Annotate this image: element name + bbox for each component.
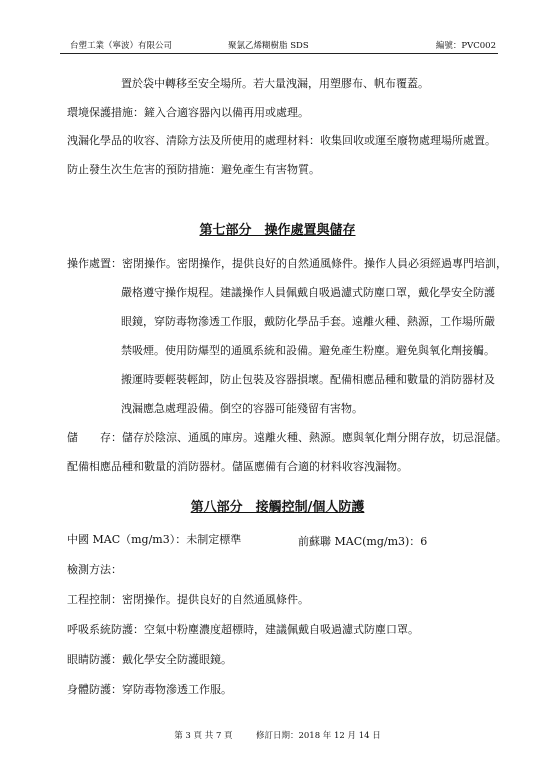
storage-line-1: 儲 存：儲存於陰涼、通風的庫房。遠離火種、熱源。應與氧化劑分開存放，切忌混儲。 [67, 431, 507, 444]
storage-line-2: 配備相應品種和數量的消防器材。儲區應備有合適的材料收容洩漏物。 [67, 460, 408, 473]
page-count: 第 3 頁 共 7 頁 [174, 731, 233, 741]
engineering-control: 工程控制：密閉操作。提供良好的自然通風條件。 [67, 593, 309, 606]
revision-date: 修訂日期：2018 年 12 月 14 日 [255, 731, 381, 741]
detection-method: 檢測方法： [67, 563, 122, 576]
secondary-hazard-prevention: 防止發生次生危害的預防措施：避免產生有害物質。 [67, 163, 320, 176]
body-protection: 身體防護：穿防毒物滲透工作服。 [67, 683, 232, 696]
spill-cover-text: 置於袋中轉移至安全場所。若大量洩漏，用塑膠布、帆布覆蓋。 [121, 77, 429, 90]
operation-line-5: 搬運時要輕裝輕卸，防止包裝及容器損壞。配備相應品種和數量的消防器材及 [121, 373, 495, 386]
mac-china: 中國 MAC（mg/m3）：未制定標準 [67, 533, 242, 546]
eye-protection: 眼睛防護：戴化學安全防護眼鏡。 [67, 653, 232, 666]
section8-title: 第八部分 接觸控制/個人防護 [190, 500, 365, 515]
operation-line-6: 洩漏應急處理設備。倒空的容器可能殘留有害物。 [121, 402, 363, 415]
respiratory-protection: 呼吸系統防護：空氣中粉塵濃度超標時，建議佩戴自吸過濾式防塵口罩。 [67, 623, 419, 636]
page-header [60, 37, 498, 54]
spill-containment: 洩漏化學品的收容、清除方法及所使用的處理材料：收集回收或運至廢物處理場所處置。 [67, 134, 496, 147]
environmental-measures: 環境保護措施：鏟入合適容器內以備再用或處理。 [67, 106, 309, 119]
document-code: 編號：PVC002 [435, 41, 496, 51]
company-name: 台塑工業（寧波）有限公司 [70, 41, 173, 51]
mac-ussr: 前蘇聯 MAC(mg/m3)：6 [298, 535, 428, 548]
operation-line-2: 嚴格遵守操作規程。建議操作人員佩戴自吸過濾式防塵口罩，戴化學安全防護 [121, 286, 495, 299]
section7-title: 第七部分 操作處置與儲存 [199, 223, 356, 238]
document-title: 聚氯乙烯糊樹脂 SDS [228, 41, 309, 51]
page-footer [0, 729, 555, 741]
operation-line-1: 操作處置：密閉操作。密閉操作，提供良好的自然通風條件。操作人員必須經過專門培訓， [67, 257, 507, 270]
operation-line-4: 禁吸煙。使用防爆型的通風系統和設備。避免產生粉塵。避免與氧化劑接觸。 [121, 344, 495, 357]
operation-line-3: 眼鏡，穿防毒物滲透工作服，戴防化學品手套。遠離火種、熱源，工作場所嚴 [121, 315, 495, 328]
